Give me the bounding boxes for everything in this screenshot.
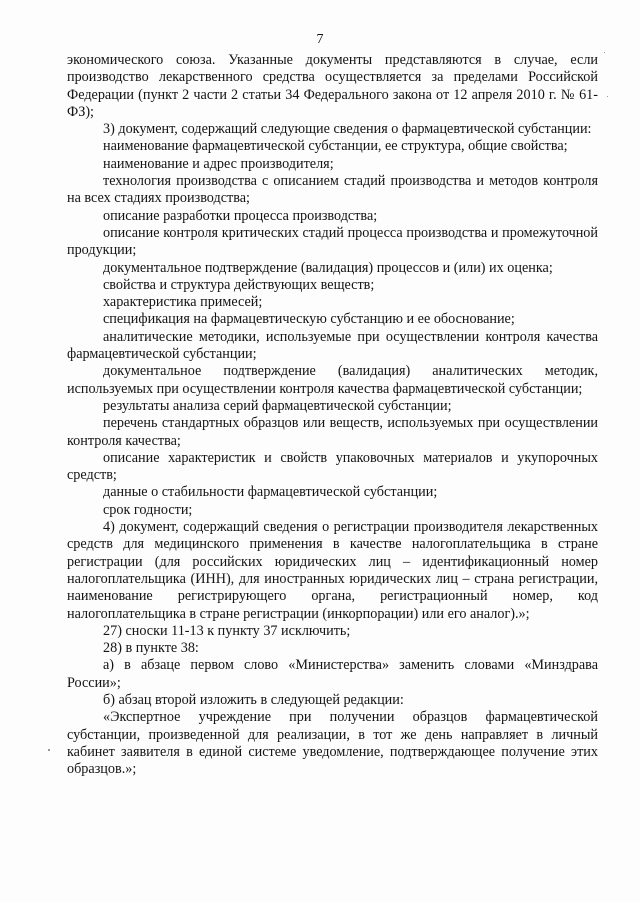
paragraph: а) в абзаце первом слово «Министерства» заменить словами «Минздрава России»; <box>67 657 598 691</box>
scan-speck <box>48 749 50 751</box>
paragraph: спецификация на фармацевтическую субстанцию и ее обоснование; <box>103 311 515 328</box>
paragraph: документальное подтверждение (валидация) процессов и (или) их оценка; <box>103 259 553 276</box>
paragraph: характеристика примесей; <box>103 294 263 311</box>
paragraph: свойства и структура действующих веществ; <box>103 276 375 293</box>
paragraph: аналитические методики, используемые при осуществлении контроля качества фармацевтической субстанции; <box>67 328 598 363</box>
paragraph: данные о стабильности фармацевтической субстанции; <box>103 484 438 501</box>
paragraph: описание разработки процесса производства; <box>103 207 378 224</box>
paragraph: документальное подтверждение (валидация) аналитических методик, используемых при осуществлении контроля качества фармацевтической субстанции; <box>67 363 598 397</box>
paragraph: экономического союза. Указанные документы представляются в случае, если производство лекарственного средства осуществляется за пределами Российской Федерации (пункт 2 части 2 статьи 34 Федерального закона от 12 апреля 2010 г. № 61-ФЗ); <box>67 52 598 120</box>
page-number: 7 <box>316 32 324 47</box>
paragraph: результаты анализа серий фармацевтической субстанции; <box>103 397 452 414</box>
paragraph: технология производства с описанием стадий производства и методов контроля на всех стадиях производства; <box>67 173 598 207</box>
paragraph: 3) документ, содержащий следующие сведения о фармацевтической субстанции: <box>103 121 592 138</box>
paragraph: описание характеристик и свойств упаковочных материалов и укупорочных средств; <box>67 449 598 484</box>
paragraph: описание контроля критических стадий процесса производства и промежуточной продукции; <box>67 224 598 259</box>
paragraph: наименование фармацевтической субстанции, ее структура, общие свойства; <box>103 138 568 155</box>
scan-speck <box>604 52 605 53</box>
document-body <box>67 52 598 778</box>
paragraph: 4) документ, содержащий сведения о регистрации производителя лекарственных средств для медицинского применения в качестве налогоплательщика в стране регистрации (для российских юридических лиц – идентификационный номер налогоплательщика (ИНН), для иностранных юридических лиц – страна регистрации, наименование регистрирующего органа, регистрационный номер, код налогоплательщика в стране регистрации (инкорпорации) или его аналог).»; <box>67 519 598 622</box>
paragraph: 27) сноски 11-13 к пункту 37 исключить; <box>103 622 351 639</box>
paragraph: «Экспертное учреждение при получении образцов фармацевтической субстанции, произведенной для реализации, в тот же день направляет в личный кабинет заявителя в единой системе уведомление, подтверждающее получение этих образцов.»; <box>67 709 598 778</box>
scan-speck <box>607 96 608 97</box>
paragraph: перечень стандартных образцов или веществ, используемых при осуществлении контроля качества; <box>67 415 598 449</box>
paragraph: срок годности; <box>103 501 193 518</box>
paragraph: 28) в пункте 38: <box>103 640 199 657</box>
paragraph: наименование и адрес производителя; <box>103 155 334 172</box>
paragraph: б) абзац второй изложить в следующей редакции: <box>103 691 404 708</box>
